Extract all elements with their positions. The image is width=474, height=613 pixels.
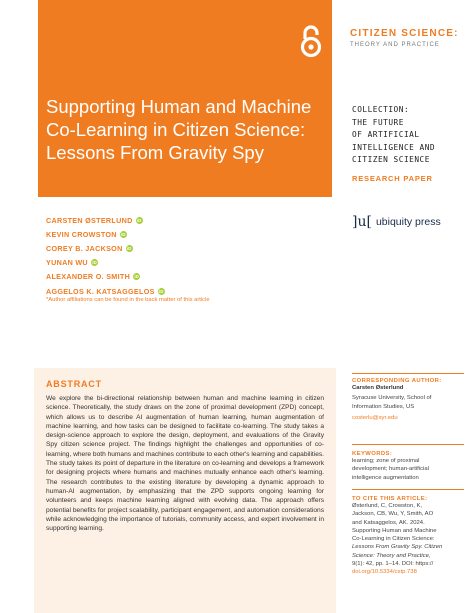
citation-section xyxy=(352,496,464,577)
author-entry xyxy=(46,213,326,227)
author-entry xyxy=(46,256,326,270)
author-entry xyxy=(46,241,326,255)
journal-name: CITIZEN SCIENCE: xyxy=(350,28,459,39)
collection-line: THE FUTURE xyxy=(352,117,404,127)
journal-subtitle: THEORY AND PRACTICE xyxy=(350,42,440,48)
open-access-icon xyxy=(300,24,322,58)
cite-line: Jackson, CB, Wu, Y, Smith, AO xyxy=(352,511,434,518)
corresponding-author xyxy=(352,378,464,422)
keywords-heading: KEYWORDS: xyxy=(352,451,393,457)
author-name[interactable]: ALEXANDER O. SMITH xyxy=(46,272,131,282)
sidebar-divider xyxy=(352,373,464,374)
corresponding-email-link[interactable]: costerlu@syr.edu xyxy=(352,414,398,421)
corresponding-affiliation: Syracuse University, School of xyxy=(352,395,432,402)
cite-line: Co-Learning in Citizen Science: xyxy=(352,536,435,543)
author-name[interactable]: KEVIN CROWSTON xyxy=(46,229,117,239)
cite-line: Supporting Human and Machine xyxy=(352,527,437,534)
publisher-logo[interactable] xyxy=(352,214,441,230)
orcid-icon[interactable]: iD xyxy=(92,260,97,266)
abstract-text: We explore the bi-directional relationship between human and machine learning in citizen science. Theoretically, the study draws on the zone of proximal development (ZPD) concept, which allows us to describe AI augmentation of human learning, human augmentation of machine learning, and how tasks can be designed to facilitate co-learning. The study takes a design-science approach to explore the design, deployment, and evaluations of the Gravity Spy citizen science project. The findings highlight the challenges and opportunities of co-learning, where both humans and machines contribute to each other's learning and capabilities. The study takes its point of departure in the literature on co-learning and develops a framework for designing projects where humans and machines mutually enhance each other's learning. The research contributes to the existing literature by developing a dynamic approach to human-AI augmentation, by emphasizing that the ZPD supports ongoing learning for volunteers and keeps machine learning aligned with evolving data. The approach offers potential benefits for project scalability, participant engagement, and automation considerations while acknowledging the importance of tutorials, community access, and expert involvement in supporting learning. xyxy=(46,395,325,533)
collection-line: INTELLIGENCE AND xyxy=(352,142,436,152)
author-list xyxy=(46,213,326,298)
collection-line: CITIZEN SCIENCE xyxy=(352,155,430,164)
cite-line: and Katsaggelos, AK. 2024. xyxy=(352,519,425,526)
cite-doi-link[interactable]: doi.org/10.5334/cstp.738 xyxy=(352,569,417,576)
corresponding-name: Carsten Østerlund xyxy=(352,385,404,391)
cite-line: 9(1): 42, pp. 1–14. DOI: https:// xyxy=(352,561,434,568)
cite-line: Lessons From Gravity Spy. Citizen xyxy=(352,544,443,551)
corresponding-affiliation: Information Studies, US xyxy=(352,403,415,410)
article-title: Supporting Human and Machine Co-Learning in Citizen Science: Lessons From Gravity Spy xyxy=(46,96,312,163)
author-name[interactable]: AGGELOS K. KATSAGGELOS xyxy=(46,286,155,296)
collection-label xyxy=(352,104,472,167)
author-name[interactable]: CARSTEN ØSTERLUND xyxy=(46,215,133,225)
author-name[interactable]: YUNAN WU xyxy=(46,258,88,268)
orcid-icon[interactable]: iD xyxy=(158,288,164,294)
keywords-line: learning; zone of proximal xyxy=(352,458,420,464)
sidebar-divider xyxy=(352,489,464,490)
affiliation-note: *Author affiliations can be found in the back matter of this article xyxy=(46,297,210,303)
keywords-section xyxy=(352,451,464,482)
cite-heading: TO CITE THIS ARTICLE: xyxy=(352,496,428,502)
author-name[interactable]: COREY B. JACKSON xyxy=(46,243,123,253)
publisher-name: ubiquity press xyxy=(375,216,441,228)
author-entry xyxy=(46,284,326,298)
journal-branding xyxy=(350,28,470,48)
cite-line: Science: Theory and Practice, xyxy=(352,552,431,559)
orcid-icon[interactable]: iD xyxy=(121,231,126,237)
collection-line: COLLECTION: xyxy=(352,105,410,114)
collection-line: OF ARTIFICIAL xyxy=(352,130,420,139)
keywords-line: development; human-artificial xyxy=(352,466,429,473)
ubiquity-logo-icon: ]u[ xyxy=(352,214,372,230)
orcid-icon[interactable]: iD xyxy=(134,274,139,280)
author-entry xyxy=(46,270,326,284)
sidebar-divider xyxy=(352,444,464,445)
keywords-line: intelligence augmentation xyxy=(352,474,419,481)
orcid-icon[interactable]: iD xyxy=(136,217,142,223)
cite-line: Østerlund, C, Crowston, K, xyxy=(352,503,423,509)
abstract-heading: ABSTRACT xyxy=(46,379,102,389)
author-entry xyxy=(46,227,326,241)
orcid-icon[interactable]: iD xyxy=(126,245,132,251)
corresponding-heading: CORRESPONDING AUTHOR: xyxy=(352,378,442,384)
paper-type: RESEARCH PAPER xyxy=(352,174,433,183)
